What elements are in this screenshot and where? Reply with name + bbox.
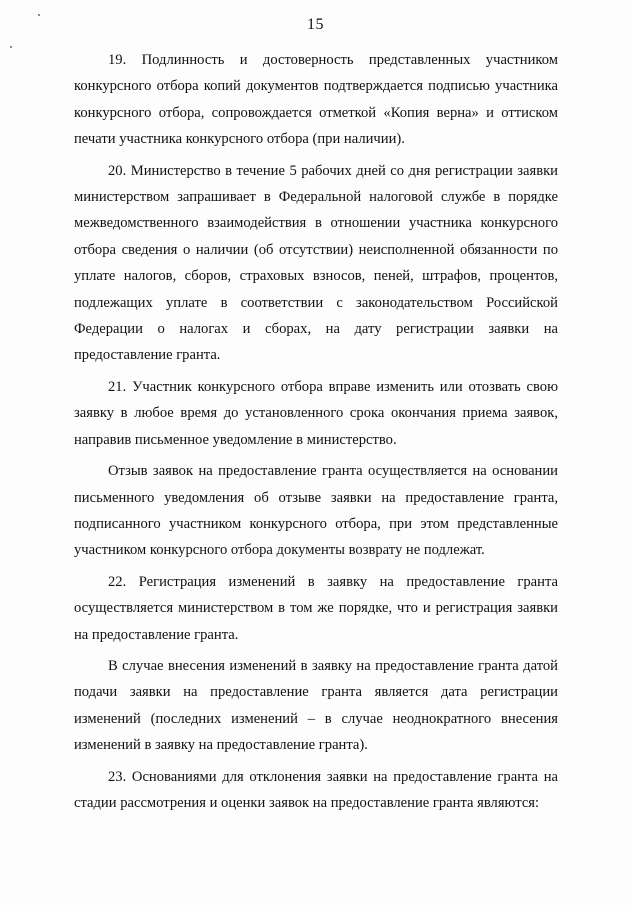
paragraph-20: 20. Министерство в течение 5 рабочих дней со дня регистрации заявки министерством запрашивает в Федеральной налоговой службе в порядке межведомственного взаимодействия в отношении участника конкурсного отбора сведения о наличии (об отсутствии) неисполненной обязанности по уплате налогов, сборов, страховых взносов, пеней, штрафов, процентов, подлежащих уплате в соответствии с законодательством Российской Федерации о налогах и сборах, на дату регистрации заявки на предоставление гранта. — [74, 162, 558, 364]
paragraph-22-submission-date: В случае внесения изменений в заявку на предоставление гранта датой подачи заявки на предоставление гранта является дата регистрации изменений (последних изменений – в случае неоднократного внесения изменений в заявку на предоставление гранта). — [74, 657, 558, 754]
paragraph-21: 21. Участник конкурсного отбора вправе изменить или отозвать свою заявку в любое время до установленного срока окончания приема заявок, направив письменное уведомление в министерство. — [74, 378, 558, 448]
document-body — [74, 47, 558, 821]
page-number: 15 — [307, 16, 324, 33]
paragraph-19: 19. Подлинность и достоверность представленных участником конкурсного отбора копий документов подтверждается подписью участника конкурсного отбора, сопровождается отметкой «Копия верна» и оттиском печати участника конкурсного отбора (при наличии). — [74, 52, 558, 148]
paragraph-21-withdrawal: Отзыв заявок на предоставление гранта осуществляется на основании письменного уведомления об отзыве заявки на предоставление гранта, подписанного участником конкурсного отбора, при этом представленные участником конкурсного отбора документы возврату не подлежат. — [74, 463, 558, 559]
scan-speck — [38, 14, 40, 16]
paragraph-23: 23. Основаниями для отклонения заявки на предоставление гранта на стадии рассмотрения и оценки заявок на предоставление гранта являются: — [74, 768, 558, 811]
scan-speck — [10, 46, 12, 48]
paragraph-22: 22. Регистрация изменений в заявку на предоставление гранта осуществляется министерством в том же порядке, что и регистрация заявки на предоставление гранта. — [74, 573, 558, 643]
